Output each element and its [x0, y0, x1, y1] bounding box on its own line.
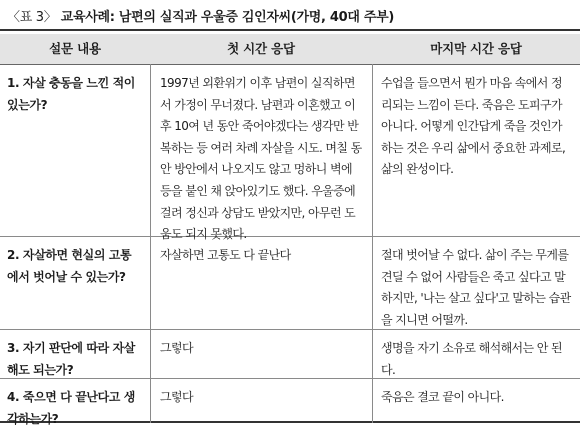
column-divider [150, 64, 151, 423]
table-number: 〈표 3〉 [7, 10, 57, 25]
table-caption [7, 6, 394, 25]
first-response-cell: 1997년 외환위기 이후 남편이 실직하면서 가정이 무너졌다. 남편과 이혼했고 이후 10여 년 동안 죽어야겠다는 생각만 반복하는 등 여러 차례 자살을 시도. 며칠 동안 방안에서 나오지도 않고 멍하니 벽에 등을 붙인 채 앉아있기도 했다. 우울증에 걸려 정신과 상담도 받았지만, 아무런 도움도 되지 못했다. [160, 76, 362, 242]
table-row [0, 330, 580, 379]
last-response-cell: 수업을 들으면서 뭔가 마음 속에서 정리되는 느낌이 든다. 죽음은 도피구가 아니다. 어떻게 인간답게 죽을 것인가 하는 것은 우리 삶에서 중요한 과제로, 삶의 완성이다. [381, 76, 566, 177]
table-header [0, 34, 580, 65]
first-response-cell: 그렇다 [160, 341, 193, 355]
table-row [0, 65, 580, 242]
question-cell: 2. 자살하면 현실의 고통에서 벗어날 수 있는가? [7, 248, 132, 284]
table-title: 교육사례: 남편의 실직과 우울증 김인자씨(가명, 40대 주부) [60, 10, 395, 25]
question-cell: 3. 자기 판단에 따라 자살해도 되는가? [7, 341, 135, 377]
header-question: 설문 내용 [49, 41, 101, 56]
table-row [0, 237, 580, 330]
first-response-cell: 자살하면 고통도 다 끝난다 [160, 248, 291, 262]
last-response-cell: 죽음은 결코 끝이 아니다. [381, 390, 504, 404]
first-response-cell: 그렇다 [160, 390, 193, 404]
column-divider [372, 64, 373, 423]
header-last-response: 마지막 시간 응답 [430, 41, 522, 56]
header-first-response: 첫 시간 응답 [227, 41, 295, 56]
last-response-cell: 생명을 자기 소유로 해석해서는 안 된다. [381, 341, 562, 377]
last-response-cell: 절대 벗어날 수 없다. 삶이 주는 무게를 견딜 수 없어 사람들은 죽고 싶다고 말하지만, '나는 살고 싶다'고 말하는 습관을 지니면 어떨까. [381, 248, 571, 327]
top-rule [0, 29, 580, 31]
table-row [0, 379, 580, 426]
question-cell: 4. 죽으면 다 끝난다고 생각하는가? [7, 390, 135, 426]
question-cell: 1. 자살 충동을 느낀 적이 있는가? [7, 76, 135, 112]
